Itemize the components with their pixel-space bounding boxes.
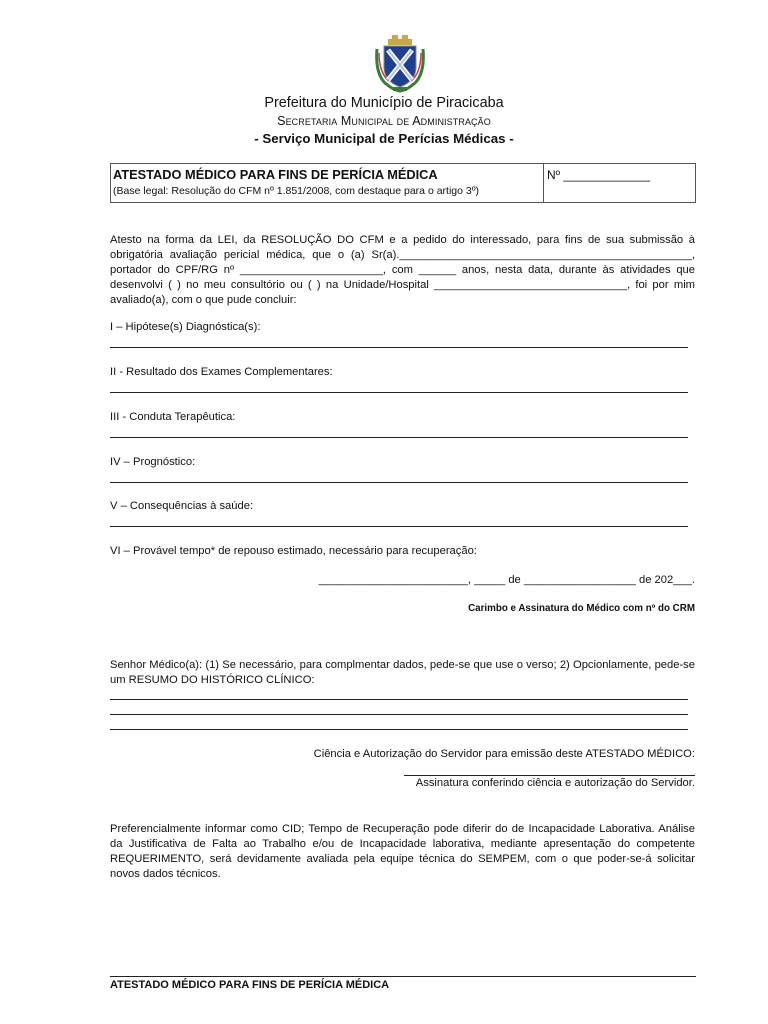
- legal-basis: (Base legal: Resolução do CFM nº 1.851/2008, com destaque para o artigo 3º): [113, 185, 480, 197]
- section-exams-field[interactable]: [110, 392, 688, 393]
- document-number-field[interactable]: Nº _____________: [547, 168, 651, 182]
- authorization-label: Ciência e Autorização do Servidor para emissão deste ATESTADO MÉDICO:: [313, 748, 695, 760]
- municipal-crest-logo: [371, 33, 429, 93]
- doctor-signature-label: Carimbo e Assinatura do Médico com nº do CRM: [468, 603, 695, 614]
- section-exams-label: II - Resultado dos Exames Complementares:: [110, 366, 333, 378]
- footer-divider: [110, 976, 696, 977]
- header-service: - Serviço Municipal de Perícias Médicas -: [254, 131, 514, 146]
- header-municipality: Prefeitura do Município de Piracicaba: [264, 95, 504, 111]
- section-therapy-field[interactable]: [110, 437, 688, 438]
- section-consequences-label: V – Consequências à saúde:: [110, 500, 254, 512]
- header-secretariat: Secretaria Municipal de Administração: [277, 114, 491, 128]
- section-therapy-label: III - Conduta Terapêutica:: [110, 411, 236, 423]
- section-consequences-field[interactable]: [110, 526, 688, 527]
- clinical-history-line-2[interactable]: [110, 714, 688, 715]
- footer-title: ATESTADO MÉDICO PARA FINS DE PERÍCIA MÉDICA: [110, 979, 390, 991]
- document-title: ATESTADO MÉDICO PARA FINS DE PERÍCIA MÉDICA: [113, 167, 438, 182]
- section-prognosis-label: IV – Prognóstico:: [110, 456, 196, 468]
- final-note: Preferencialmente informar como CID; Tempo de Recuperação pode diferir do de Incapacidade Laborativa. Análise da Justificativa de Falta ao Trabalho e/ou de Incapacidade laborativa, mediante apresentação do competente REQUERIMENTO, será devidamente avaliada pela equipe técnica do SEMPEM, com o que poder-se-á solicitar novos dados técnicos.: [110, 823, 695, 880]
- doctor-note: Senhor Médico(a): (1) Se necessário, para complmentar dados, pede-se que use o verso; 2) Opcionlamente, pede-se um RESUMO DO HISTÓRICO CLÍNICO:: [110, 659, 695, 686]
- clinical-history-line-1[interactable]: [110, 699, 688, 700]
- section-rest-time-label: VI – Provável tempo* de repouso estimado, necessário para recuperação:: [110, 545, 477, 557]
- section-hypothesis-label: I – Hipótese(s) Diagnóstica(s):: [110, 321, 261, 333]
- server-signature-line[interactable]: [404, 775, 695, 776]
- section-hypothesis-field[interactable]: [110, 347, 688, 348]
- date-line[interactable]: ________________________, _____ de __________________ de 202___.: [318, 574, 695, 586]
- intro-paragraph: Atesto na forma da LEI, da RESOLUÇÃO DO CFM e a pedido do interessado, para fins de sua submissão à obrigatória avaliação pericial médica, que o (a) Sr(a)._______________________________________________, portador do CPF/RG nº _______________________, com ______ anos, nesta data, durante às atividades que desenvolvi ( ) no meu consultório ou ( ) na Unidade/Hospital _______________________________, foi por mim avaliado(a), com o que pude concluir:: [110, 234, 695, 306]
- server-signature-caption: Assinatura conferindo ciência e autorização do Servidor.: [415, 777, 695, 789]
- clinical-history-line-3[interactable]: [110, 729, 688, 730]
- section-prognosis-field[interactable]: [110, 482, 688, 483]
